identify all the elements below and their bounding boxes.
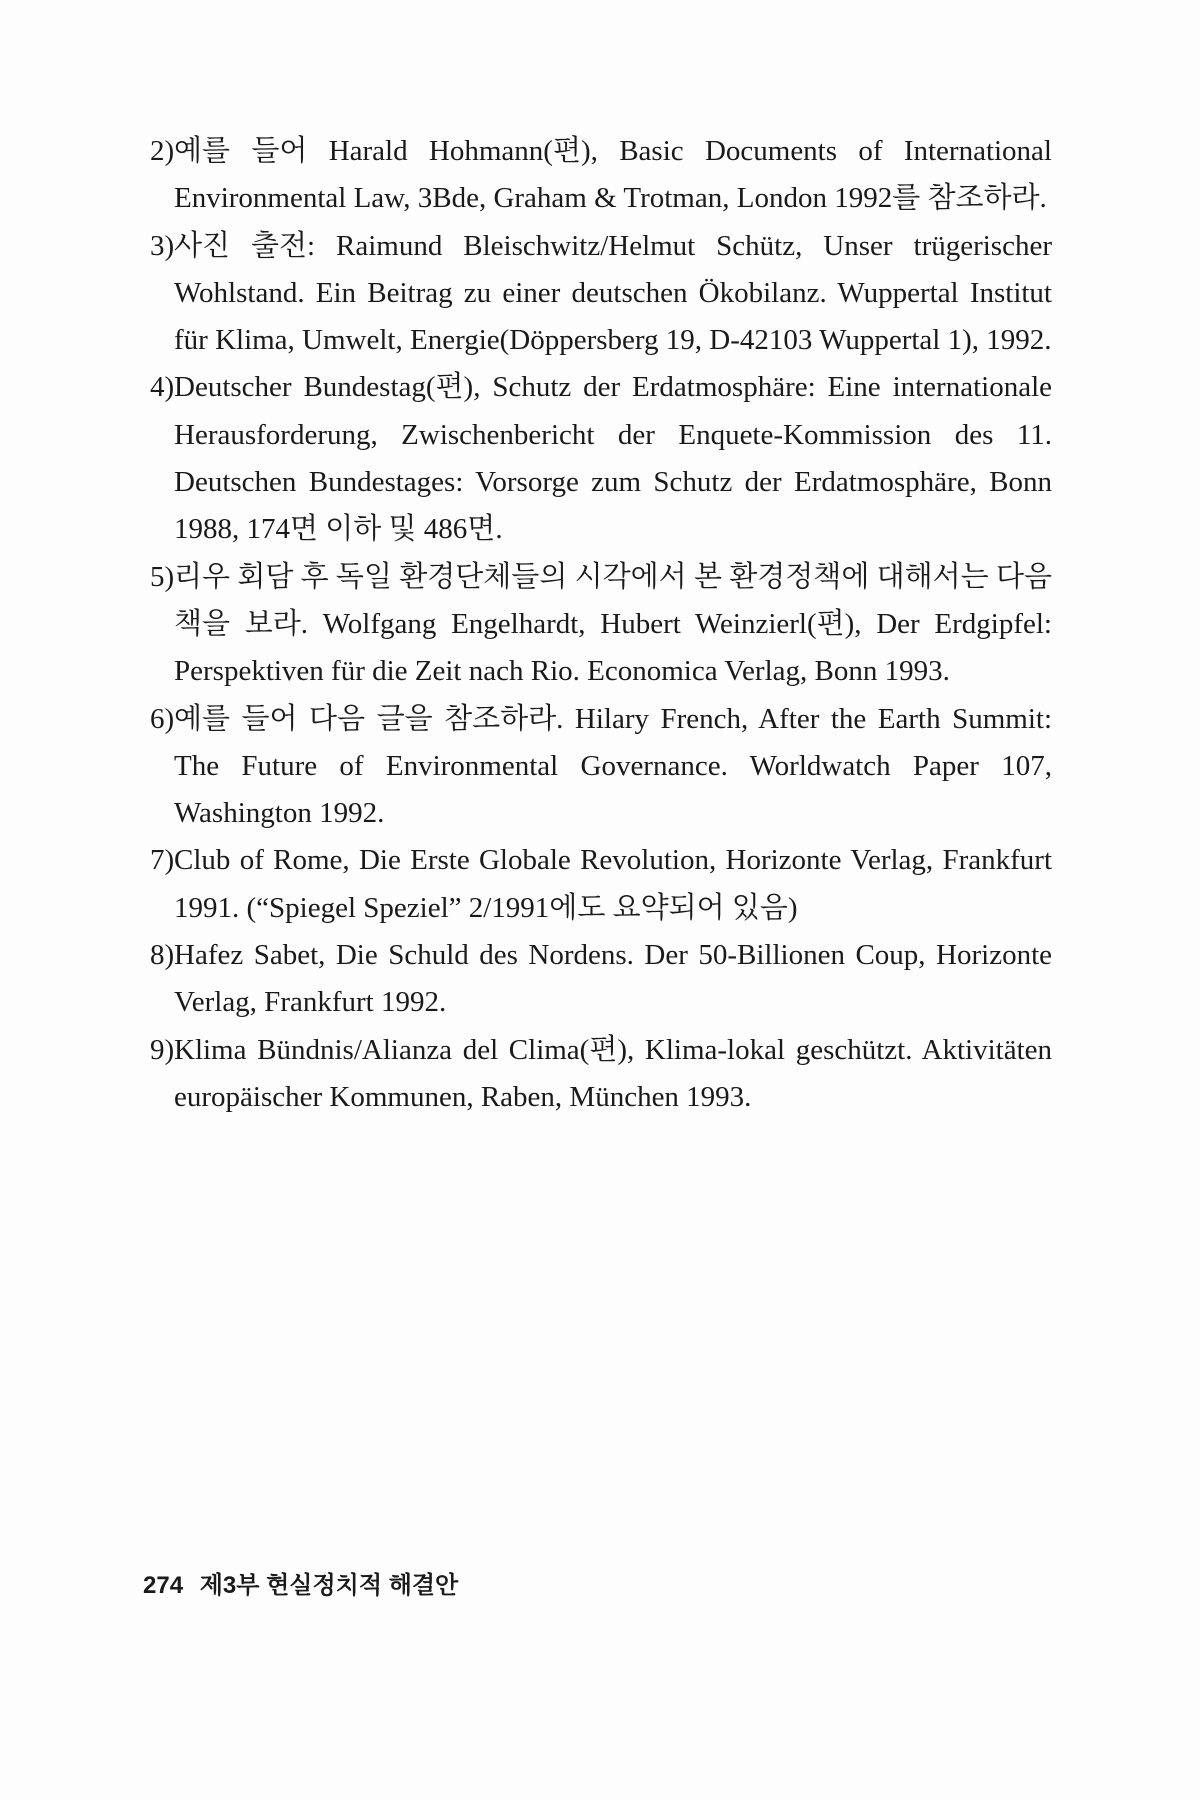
endnote-number: 6) [150, 702, 175, 735]
endnote-text: 사진 출전: Raimund Bleischwitz/Helmut Schütz, Unser trügerischer Wohlstand. Ein Beitrag zu einer deutschen Ökobilanz. Wuppertal Institut für Klima, Umwelt, Energie(Döppersberg 19, D-42103 Wuppertal 1), 1992. [174, 229, 1052, 357]
page-footer [143, 1565, 458, 1600]
endnote-text: 리우 회담 후 독일 환경단체들의 시각에서 본 환경정책에 대해서는 다음 책을 보라. Wolfgang Engelhardt, Hubert Weinzierl(편), Der Erdgipfel: Perspektiven für die Zeit nach Rio. Economica Verlag, Bonn 1993. [174, 560, 1052, 688]
endnote-number: 5) [150, 560, 175, 593]
endnote-9 [150, 1027, 1052, 1122]
endnote-number: 3) [150, 229, 175, 262]
endnote-text: Club of Rome, Die Erste Globale Revolution, Horizonte Verlag, Frankfurt 1991. (“Spiegel Speziel” 2/1991에도 요약되어 있음) [174, 844, 1052, 924]
endnote-text: Hafez Sabet, Die Schuld des Nordens. Der 50-Billionen Coup, Horizonte Verlag, Frankfurt 1992. [174, 939, 1052, 1019]
endnote-number: 8) [150, 939, 175, 972]
endnote-text: 예를 들어 Harald Hohmann(편), Basic Documents of International Environmental Law, 3Bde, Graham & Trotman, London 1992를 참조하라. [174, 135, 1052, 215]
page-number: 274 [143, 1572, 184, 1599]
endnote-text: Deutscher Bundestag(편), Schutz der Erdatmosphäre: Eine internationale Herausforderung, Zwischenbericht der Enquete-Kommission des 11. Deutschen Bundestages: Vorsorge zum Schutz der Erdatmosphäre, Bonn 1988, 174면 이하 및 486면. [174, 371, 1052, 546]
endnote-number: 4) [150, 371, 175, 404]
endnote-6 [150, 696, 1052, 838]
endnote-3 [150, 223, 1052, 365]
endnotes-list [150, 128, 1052, 1121]
endnote-text: Klima Bündnis/Alianza del Clima(편), Klima-lokal geschützt. Aktivitäten europäischer Kommunen, Raben, München 1993. [174, 1033, 1052, 1113]
endnote-text: 예를 들어 다음 글을 참조하라. Hilary French, After the Earth Summit: The Future of Environmental Governance. Worldwatch Paper 107, Washington 1992. [174, 702, 1052, 830]
endnote-number: 9) [150, 1033, 175, 1066]
endnote-7 [150, 837, 1052, 932]
endnote-8 [150, 932, 1052, 1027]
endnote-5 [150, 554, 1052, 696]
endnote-number: 7) [150, 844, 175, 877]
endnote-2 [150, 128, 1052, 223]
endnote-number: 2) [150, 135, 175, 167]
running-title: 제3부 현실정치적 해결안 [199, 1572, 459, 1599]
endnote-4 [150, 364, 1052, 553]
